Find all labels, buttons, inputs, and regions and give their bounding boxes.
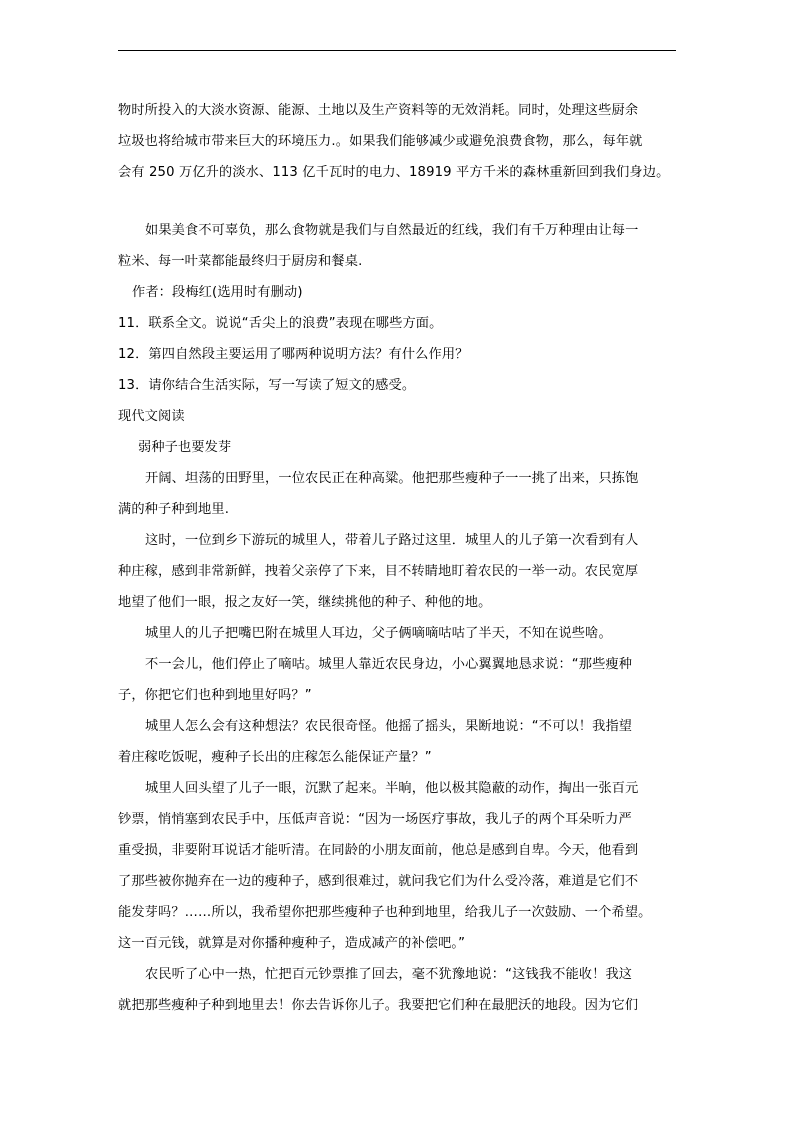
text-line: 开阔、坦荡的田野里，一位农民正在种高粱。他把那些瘦种子一一挑了出来，只拣饱	[145, 471, 639, 486]
text-line: 城里人怎么会有这种想法？农民很奇怪。他摇了摇头，果断地说：“不可以！我指望	[145, 719, 633, 734]
passage-continuation	[118, 95, 678, 188]
text-line: 农民听了心中一热，忙把百元钞票推了回去，毫不犹豫地说：“这钱我不能收！我这	[145, 967, 633, 982]
text-line: 就把那些瘦种子种到地里去！你去告诉你儿子。我要把它们种在最肥沃的地段。因为它们	[118, 998, 639, 1013]
text-line: 城里人回头望了儿子一眼，沉默了起来。半晌，他以极其隐蔽的动作，掏出一张百元	[145, 781, 639, 796]
text-line: 物时所投入的大淡水资源、能源、土地以及生产资料等的无效消耗。同时，处理这些厨余	[118, 103, 639, 118]
text-line: 这一百元钱，就算是对你播种瘦种子，造成减产的补偿吧。”	[118, 936, 466, 951]
question-list	[118, 308, 678, 401]
paragraph-gap	[118, 188, 678, 215]
text-line: 钞票，悄悄塞到农民手中，压低声音说：“因为一场医疗事故，我儿子的两个耳朵听力严	[118, 812, 632, 827]
author-credit: 作者：段梅红(选用时有删动)	[132, 285, 303, 300]
text-line: 如果美食不可辜负，那么食物就是我们与自然最近的红线，我们有千万种理由让每一	[145, 223, 639, 238]
text-line: 着庄稼吃饭呢，瘦种子长出的庄稼怎么能保证产量？”	[118, 750, 432, 765]
text-line: 重受损，非要附耳说话才能听清。在同龄的小朋友面前，他总是感到自卑。今天，他看到	[118, 843, 639, 858]
text-line: 子，你把它们也种到地里好吗？”	[118, 688, 312, 703]
story-body	[118, 463, 678, 1021]
text-line: 城里人的儿子把嘴巴附在城里人耳边，父子俩嘀嘀咕咕了半天，不知在说些啥。	[145, 626, 612, 641]
text-line: 能发芽吗？……所以，我希望你把那些瘦种子也种到地里，给我儿子一次鼓励、一个希望。	[118, 905, 652, 920]
text-line: 了那些被你抛弃在一边的瘦种子，感到很难过，就问我它们为什么受冷落，难道是它们不	[118, 874, 639, 889]
text-line: 这时，一位到乡下游玩的城里人，带着儿子路过这里．城里人的儿子第一次看到有人	[145, 533, 639, 548]
question-item: 13．请你结合生活实际，写一写读了短文的感受。	[118, 378, 416, 393]
section-label: 现代文阅读	[118, 409, 185, 424]
story-title: 弱种子也要发芽	[138, 440, 232, 455]
text-line: 不一会儿，他们停止了嘀咕。城里人靠近农民身边，小心翼翼地恳求说：“那些瘦种	[145, 657, 633, 672]
text-line: 垃圾也将给城市带来巨大的环境压力.。如果我们能够减少或避免浪费食物，那么，每年就	[118, 134, 643, 149]
question-item: 12．第四自然段主要运用了哪两种说明方法？有什么作用？	[118, 347, 469, 362]
text-line: 会有 250 万亿升的淡水、113 亿千瓦时的电力、18919 平方千米的森林重新回到我们身边。	[118, 165, 670, 180]
text-line: 满的种子种到地里.	[118, 502, 230, 517]
page-content	[118, 95, 678, 1021]
text-line: 粒米、每一叶菜都能最终归于厨房和餐桌.	[118, 254, 363, 269]
text-line: 地望了他们一眼，报之友好一笑，继续挑他的种子、种他的地。	[118, 595, 492, 610]
text-line: 种庄稼，感到非常新鲜，拽着父亲停了下来，目不转睛地盯着农民的一举一动。农民宽厚	[118, 564, 639, 579]
header-rule	[118, 50, 676, 51]
question-item: 11．联系全文。说说“舌尖上的浪费”表现在哪些方面。	[118, 316, 443, 331]
closing-paragraph	[118, 215, 678, 277]
